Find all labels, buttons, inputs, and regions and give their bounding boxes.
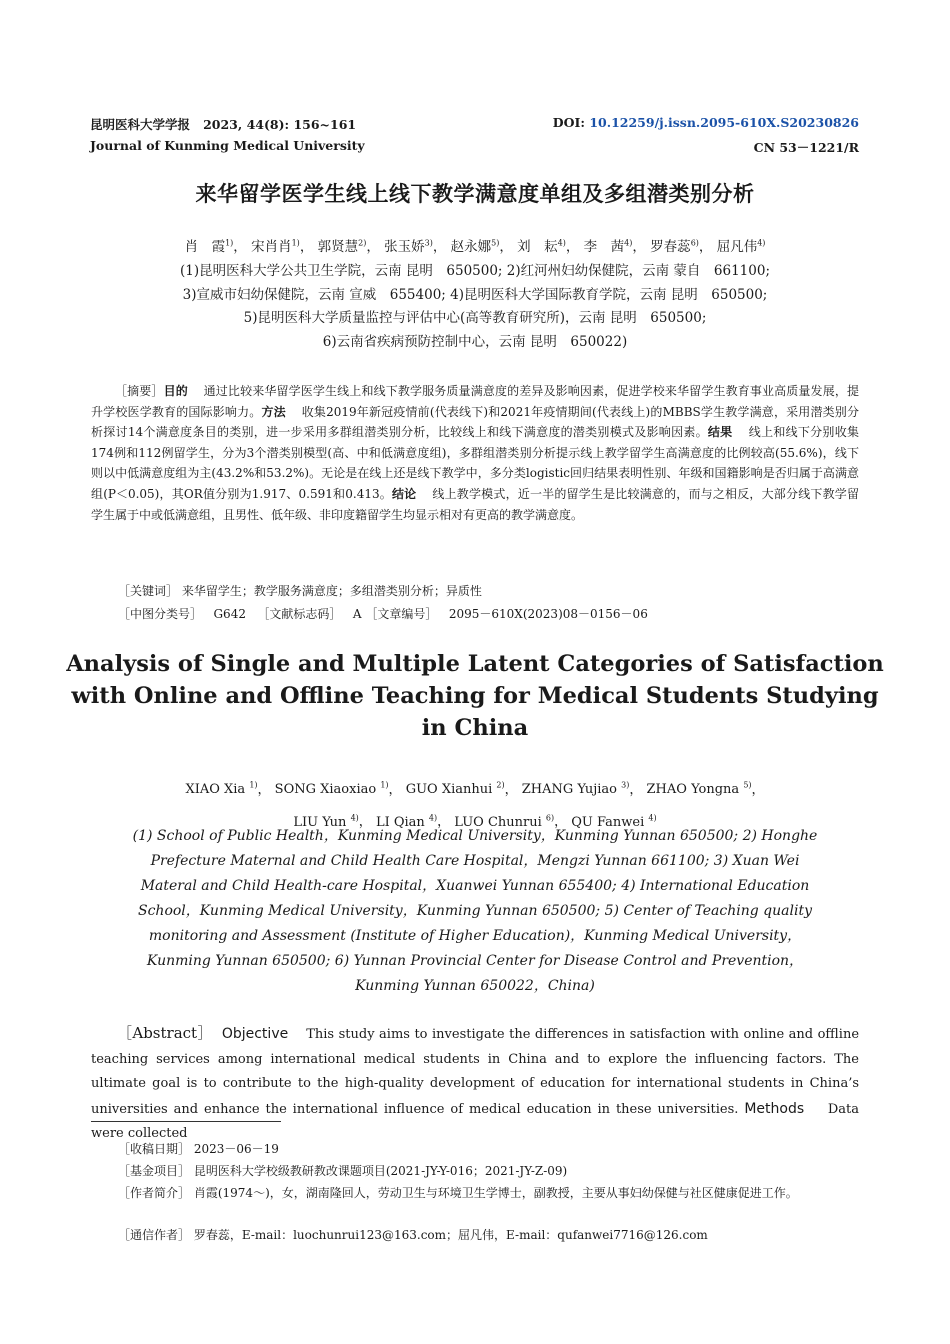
author: 郭贤慧$^{2)}$	[317, 238, 367, 255]
author-list-cn: 肖 霞$^{1)}$， 宋肖肖$^{1)}$， 郭贤慧$^{2)}$， 张玉娇$^{3)}$， 赵永娜$^{5)}$， 刘 耘$^{4)}$， 李 茜$^{4)}$， 罗春蕊$^{6)}$， 屈凡伟$^{4)}$	[184, 238, 766, 255]
author-line: LIU Yun $^{4)}$， LI Qian $^{4)}$， LUO Chunrui $^{6)}$， QU Fanwei $^{4)}$	[293, 813, 657, 830]
footnote-text: 肖霞(1974～)，女，湖南隆回人，劳动卫生与环境卫生学博士，副教授，主要从事妇幼保健与社区健康促进工作。	[193, 1186, 798, 1200]
author: 罗春蕊$^{6)}$	[650, 238, 699, 255]
issue-info: 2023, 44(8): 156~161	[203, 117, 357, 132]
author: 赵永娜$^{5)}$	[450, 238, 500, 255]
journal-issue	[90, 115, 356, 133]
footnote-text: 2023－06－19	[193, 1142, 279, 1156]
results-label-cn: 结果	[707, 425, 733, 440]
affiliation-line: 5)昆明医科大学质量监控与评估中心(高等教育研究所)，云南 昆明 650500;	[243, 310, 707, 326]
cn-code: CN 53－1221/R	[753, 140, 859, 155]
doi	[553, 115, 859, 130]
abstract-en	[91, 1021, 859, 1147]
conclusion-text-cn: 线上教学模式，近一半的留学生是比较满意的，而与之相反，大部分线下教学留学生属于中或低满意组，且男性、低年级、非印度籍留学生均显示相对有更高的教学满意度。	[91, 486, 859, 522]
footnote-text: 昆明医科大学校级教研教改课题项目(2021-JY-Y-016；2021-JY-Z-09)	[193, 1164, 568, 1178]
author: 李 茜$^{4)}$	[583, 238, 633, 255]
objective-label-en: Objective	[221, 1026, 289, 1042]
author-line: XIAO Xia $^{1)}$， SONG Xiaoxiao $^{1)}$， GUO Xianhui $^{2)}$， ZHANG Yujiao $^{3)}$， ZHAO Yongna $^{5)}$，	[185, 781, 765, 798]
affiliation-line: 3)宣威市妇幼保健院，云南 宣威 655400; 4)昆明医科大学国际教育学院，云南 昆明 650500;	[182, 286, 768, 303]
footnote-label: ［作者简介］	[118, 1186, 191, 1200]
doccode-label: ［文献标志码］	[257, 607, 342, 621]
journal-name-cn: 昆明医科大学学报	[90, 117, 191, 132]
objective-text-cn: 通过比较来华留学医学生线上和线下教学服务质量满意度的差异及影响因素，促进学校来华留学生教育事业高质量发展，提升学校医学教育的国际影响力。	[91, 384, 859, 419]
author: LUO Chunrui $^{6)}$	[454, 813, 555, 830]
author: 张玉娇$^{3)}$	[384, 238, 433, 255]
author: ZHAO Yongna $^{5)}$	[646, 781, 752, 798]
affiliations-cn	[100, 260, 850, 354]
abstract-label-cn: ［摘要］	[115, 384, 164, 398]
author: LIU Yun $^{4)}$	[293, 813, 359, 830]
footnote-author-bio	[118, 1184, 859, 1202]
classification-line	[118, 605, 859, 622]
abstract-cn	[91, 381, 859, 525]
doi-label: DOI:	[552, 115, 585, 130]
affiliation-line: (1)昆明医科大学公共卫生学院，云南 昆明 650500; 2)红河州妇幼保健院，云南 蒙自 661100;	[179, 263, 771, 279]
affiliations-en: (1) School of Public Health，Kunming Medical University，Kunming Yunnan 650500; 2) Honghe Prefecture Maternal and Child Health Care Hospital，Mengzi Yunnan 661100; 3) Xuan Wei Materal and Child Health-care Hospital，Xuanwei Yunnan 655400; 4) International Education School，Kunming Medical University，Kunming Yunnan 650500; 5) Center of Teaching quality monitoring and Assessment (Institute of Higher Education)，Kunming Medical University，Kunming Yunnan 650500; 6) Yunnan Provincial Center for Disease Control and Prevention，Kunming Yunnan 650022，China)	[132, 828, 818, 994]
keywords-cn	[118, 582, 859, 599]
footnote-label: ［收稿日期］	[118, 1142, 191, 1156]
author: 宋肖肖$^{1)}$	[251, 238, 300, 255]
footnote-received	[118, 1140, 859, 1158]
abstract-label-en: ［Abstract］	[117, 1024, 213, 1042]
results-text-cn: 线上和线下分别收集174例和112例留学生，分为3个潜类别模型(高、中和低满意度组)，多群组潜类别分析提示线上教学留学生高满意度的比例较高(55.6%)，线下则以中低满意度组为主(43.2%和53.2%)。无论是在线上还是线下教学中，多分类logistic回归结果表明性别、年级和国籍影响是否归属于高满意组(P＜0.05)，其OR值分别为1.917、0.591和0.413。	[91, 425, 859, 501]
author: GUO Xianhui $^{2)}$	[405, 781, 505, 798]
author: ZHANG Yujiao $^{3)}$	[521, 781, 630, 798]
articleno-value: 2095－610X(2023)08－0156－06	[448, 607, 648, 621]
articleno-label: ［文章编号］	[365, 607, 438, 621]
doi-link[interactable]: 10.12259/j.issn.2095-610X.S20230826	[589, 115, 859, 130]
footnote-text: 罗春蕊，E-mail：luochunrui123@163.com；屈凡伟，E-mail：qufanwei7716@126.com	[193, 1228, 708, 1242]
clc-value: G642	[213, 607, 246, 621]
methods-label-cn: 方法	[261, 404, 286, 419]
footnote-corresponding	[118, 1226, 859, 1244]
methods-label-en: Methods	[744, 1100, 805, 1117]
author: LI Qian $^{4)}$	[375, 813, 438, 830]
article-title-cn: 来华留学医学生线上线下教学满意度单组及多组潜类别分析	[195, 182, 755, 206]
objective-text-en: This study aims to investigate the differences in satisfaction with online and offline teaching services among international medical students in China and to explore the influencing factors. The ultimate goal is to contribute to the high-quality development of education for international students in China’s universities and enhance the international influence of medical education in these universities.	[91, 1027, 860, 1117]
journal-name-en: Journal of Kunming Medical University	[90, 138, 365, 153]
author: XIAO Xia $^{1)}$	[185, 781, 258, 798]
keywords-text: 来华留学生；教学服务满意度；多组潜类别分析；异质性	[181, 584, 482, 598]
author: 肖 霞$^{1)}$	[184, 238, 234, 255]
doccode-value: A	[352, 607, 362, 621]
objective-label-cn: 目的	[163, 384, 188, 398]
author: 屈凡伟$^{4)}$	[716, 238, 766, 255]
author: SONG Xiaoxiao $^{1)}$	[274, 781, 389, 798]
footnote-divider	[91, 1121, 281, 1122]
footnote-label: ［基金项目］	[118, 1164, 191, 1178]
author: QU Fanwei $^{4)}$	[571, 813, 657, 830]
footnote-funding	[118, 1162, 859, 1180]
footnote-label: ［通信作者］	[118, 1228, 191, 1242]
conclusion-label-cn: 结论	[391, 486, 417, 501]
author: 刘 耘$^{4)}$	[517, 238, 566, 255]
methods-text-en: Data were collected	[91, 1101, 859, 1141]
article-title-en: Analysis of Single and Multiple Latent Categories of Satisfaction with Online and Offline Teaching for Medical Students Studying in China	[66, 651, 884, 741]
affiliation-line: 6)云南省疾病预防控制中心，云南 昆明 650022)	[322, 333, 628, 350]
clc-label: ［中图分类号］	[118, 607, 203, 621]
keywords-label: ［关键词］	[118, 584, 179, 598]
methods-text-cn: 收集2019年新冠疫情前(代表线下)和2021年疫情期间(代表线上)的MBBS学生教学满意，采用潜类别分析探讨14个满意度条目的类别，进一步采用多群组潜类别分析，比较线上和线下满意度的潜类别模式及影响因素。	[91, 404, 859, 440]
